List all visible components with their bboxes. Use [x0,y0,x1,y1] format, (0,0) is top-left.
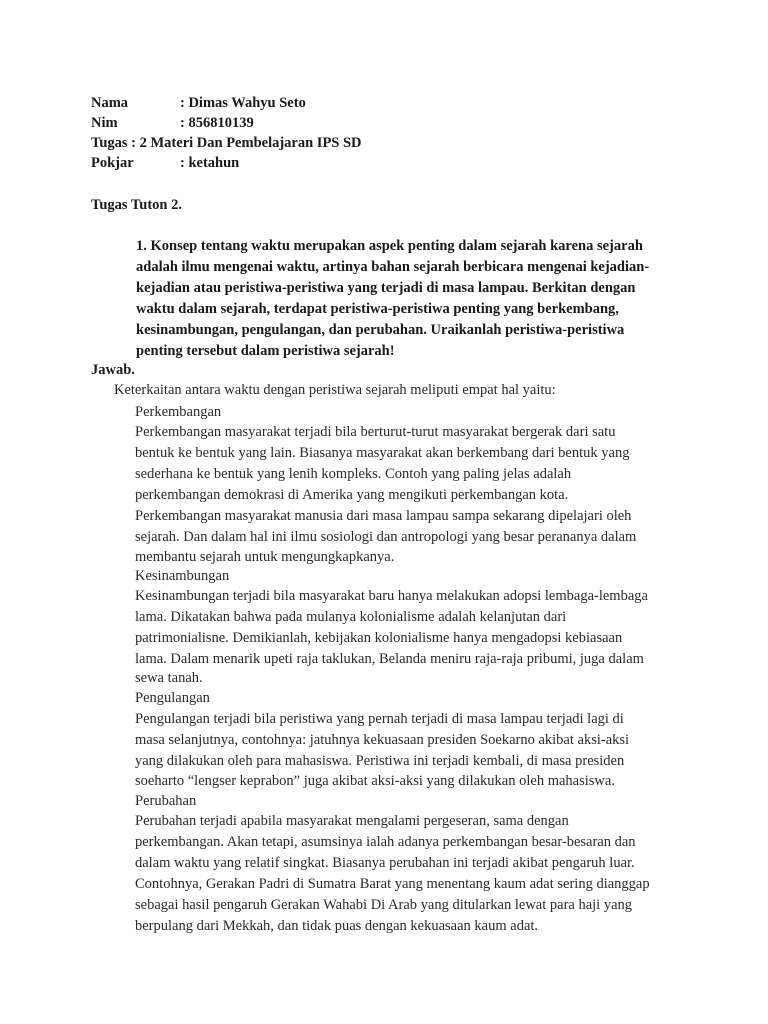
question-line: kejadian atau peristiwa-peristiwa yang terjadi di masa lampau. Berkitan dengan [136,280,636,296]
section-heading: Kesinambungan [135,568,230,584]
body-line: patrimonialisne. Demikianlah, kebijakan kolonialisme hanya mengadopsi kebiasaan [135,630,623,646]
body-line: perkembangan demokrasi di Amerika yang mengikuti perkembangan kota. [135,487,569,503]
body-line: sederhana ke bentuk yang lenih kompleks. Contoh yang paling jelas adalah [135,466,572,482]
body-line: membantu sejarah untuk mengungkapkanya. [135,549,395,565]
body-line: Perubahan terjadi apabila masyarakat mengalami pergeseran, sama dengan [135,813,569,829]
question-line: penting tersebut dalam peristiwa sejarah! [136,343,395,359]
body-line: lama. Dikatakan bahwa pada mulanya kolonialisme adalah kelanjutan dari [135,609,567,625]
body-line: Kesinambungan terjadi bila masyarakat baru hanya melakukan adopsi lembaga-lembaga [135,588,648,604]
body-line: dalam waktu yang relatif singkat. Biasanya perubahan ini terjadi akibat pengaruh luar. [135,855,635,871]
section-heading: Perkembangan [135,404,222,420]
question-line: adalah ilmu mengenai waktu, artinya bahan sejarah berbicara mengenai kejadian- [136,259,650,275]
question-line: kesinambungan, pengulangan, dan perubahan. Uraikanlah peristiwa-peristiwa [136,322,625,338]
document-title: Tugas Tuton 2. [91,197,182,213]
body-line: Pengulangan terjadi bila peristiwa yang pernah terjadi di masa lampau terjadi lagi di [135,711,624,727]
section-heading: Perubahan [135,793,197,809]
body-line: bentuk ke bentuk yang lain. Biasanya masyarakat akan berkembang dari bentuk yang [135,445,630,461]
section-heading: Pengulangan [135,690,210,706]
answer-intro: Keterkaitan antara waktu dengan peristiwa sejarah meliputi empat hal yaitu: [114,382,556,398]
answer-label: Jawab. [91,362,135,378]
body-line: sebagai hasil pengaruh Gerakan Wahabi Di Arab yang ditularkan lewat para haji yang [135,897,633,913]
pokjar-value: : ketahun [180,155,240,171]
body-line: Perkembangan masyarakat terjadi bila berturut-turut masyarakat bergerak dari satu [135,424,616,440]
body-line: berpulang dari Mekkah, dan tidak puas dengan kekuasaan kaum adat. [135,918,539,934]
pokjar-label: Pokjar [91,155,134,171]
body-line: sewa tanah. [135,670,203,686]
tugas-row: Tugas : 2 Materi Dan Pembelajaran IPS SD [91,135,362,151]
question-line: waktu dalam sejarah, terdapat peristiwa-peristiwa penting yang berkembang, [136,301,619,317]
nama-label: Nama [91,95,129,111]
body-line: soeharto “lengser keprabon” juga akibat aksi-aksi yang dilakukan oleh mahasiswa. [135,773,615,789]
nama-value: : Dimas Wahyu Seto [180,95,306,111]
body-line: yang dilakukan oleh para mahasiswa. Peristiwa ini terjadi kembali, di masa presiden [135,753,625,769]
body-line: sejarah. Dan dalam hal ini ilmu sosiologi dan antropologi yang besar perananya dalam [135,529,637,545]
body-line: lama. Dalam menarik upeti raja taklukan, Belanda meniru raja-raja pribumi, juga dalam [135,651,644,667]
nim-value: : 856810139 [180,115,254,131]
body-line: Contohnya, Gerakan Padri di Sumatra Barat yang menentang kaum adat sering dianggap [135,876,650,892]
body-line: perkembangan. Akan tetapi, asumsinya ialah adanya perkembangan besar-besaran dan [135,834,636,850]
body-line: masa selanjutnya, contohnya: jatuhnya kekuasaan presiden Soekarno akibat aksi-aksi [135,732,630,748]
question-line: 1. Konsep tentang waktu merupakan aspek penting dalam sejarah karena sejarah [136,238,643,254]
body-line: Perkembangan masyarakat manusia dari masa lampau sampa sekarang dipelajari oleh [135,508,632,524]
nim-label: Nim [91,115,118,131]
